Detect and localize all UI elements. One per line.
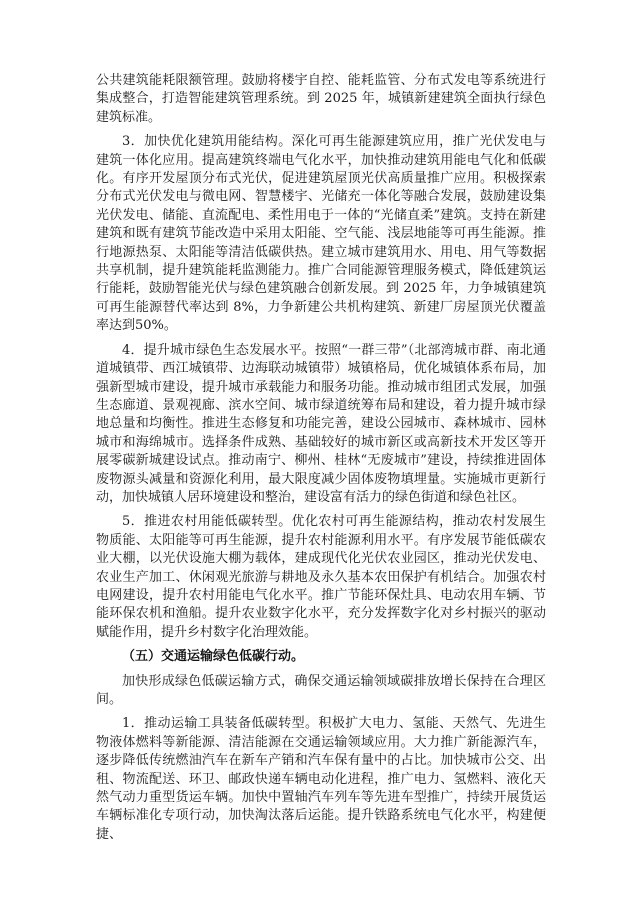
section-heading-transport-green-low-carbon: （五）交通运输绿色低碳行动。 [122,649,305,665]
paragraph-item-1-transport-equipment: 1．推动运输工具装备低碳转型。积极扩大电力、氢能、天然气、先进生物液体燃料等新能源、清洁能源在交通运输领域应用。大力推广新能源汽车，逐步降低传统燃油汽车在新车产销和汽车保有量中的占比。加快城市公交、出租、物流配送、环卫、邮政快递车辆电动化进程，推广电力、氢燃料、液化天然气动力重型货运车辆。加快中置轴汽车列车等先进车型推广，持续开展货运车辆标准化专项行动，加快淘汰落后运能。提升铁路系统电气化水平，构建便捷、 [96,716,546,842]
paragraph-item-5-rural-energy-transition: 5．推进农村用能低碳转型。优化农村可再生能源结构，推动农村发展生物质能、太阳能等可再生能源，提升农村能源利用水平。有序发展节能低碳农业大棚，以光伏设施大棚为载体，建成现代化光伏农业园区，推动光伏发电、农业生产加工、休闲观光旅游与耕地及永久基本农田保护有机结合。加强农村电网建设，提升农村用能电气化水平。推广节能环保灶具、电动农用车辆、节能环保农机和渔船。提升农业数字化水平，充分发挥数字化对乡村振兴的驱动赋能作用，提升乡村数字化治理效能。 [96,514,546,640]
paragraph-item-3-building-energy-structure: 3．加快优化建筑用能结构。深化可再生能源建筑应用，推广光伏发电与建筑一体化应用。提高建筑终端电气化水平，加快推动建筑用能电气化和低碳化。有序开发屋顶分布式光伏，促进建筑屋顶光伏高质量推广应用。积极探索分布式光伏发电与微电网、智慧楼宇、光储充一体化等融合发展，鼓励建设集光伏发电、储能、直流配电、柔性用电于一体的“光储直柔”建筑。支持在新建建筑和既有建筑节能改造中采用太阳能、空气能、浅层地能等可再生能源。推行地源热泵、太阳能等清洁低碳供热。建立城市建筑用水、用电、用气等数据共享机制，提升建筑能耗监测能力。推广合同能源管理服务模式，降低建筑运行能耗，鼓励智能光伏与绿色建筑融合创新发展。到 2025 年，力争城镇建筑可再生能源替代率达到 8%，力争新建公共机构建筑、新建厂房屋顶光伏覆盖率达到50%。 [96,134,546,334]
paragraph-transport-intro: 加快形成绿色低碳运输方式，确保交通运输领域碳排放增长保持在合理区间。 [96,673,546,707]
paragraph-item-4-urban-green-ecology: 4．提升城市绿色生态发展水平。按照“一群三带”（北部湾城市群、南北通道城镇带、西江城镇带、边海联动城镇带）城镇格局，优化城镇体系布局，加强新型城市建设，提升城市承载能力和服务功能。推动城市组团式发展，加强生态廊道、景观视廊、滨水空间、城市绿道统筹布局和建设，着力提升城市绿地总量和均衡性。推进生态修复和功能完善，建设公园城市、森林城市、园林城市和海绵城市。选择条件成熟、基础较好的城市新区或高新技术开发区等开展零碳新城建设试点。推动南宁、柳州、桂林“无废城市”建设，持续推进固体废物源头减量和资源化利用，最大限度减少固体废物填埋量。实施城市更新行动，加快城镇人居环境建设和整治，建设富有活力的绿色街道和绿色社区。 [96,342,546,505]
paragraph-building-energy-cap-continuation: 公共建筑能耗限额管理。鼓励将楼宇自控、能耗监管、分布式发电等系统进行集成整合，打造智能建筑管理系统。到 2025 年，城镇新建建筑全面执行绿色建筑标准。 [96,73,546,125]
